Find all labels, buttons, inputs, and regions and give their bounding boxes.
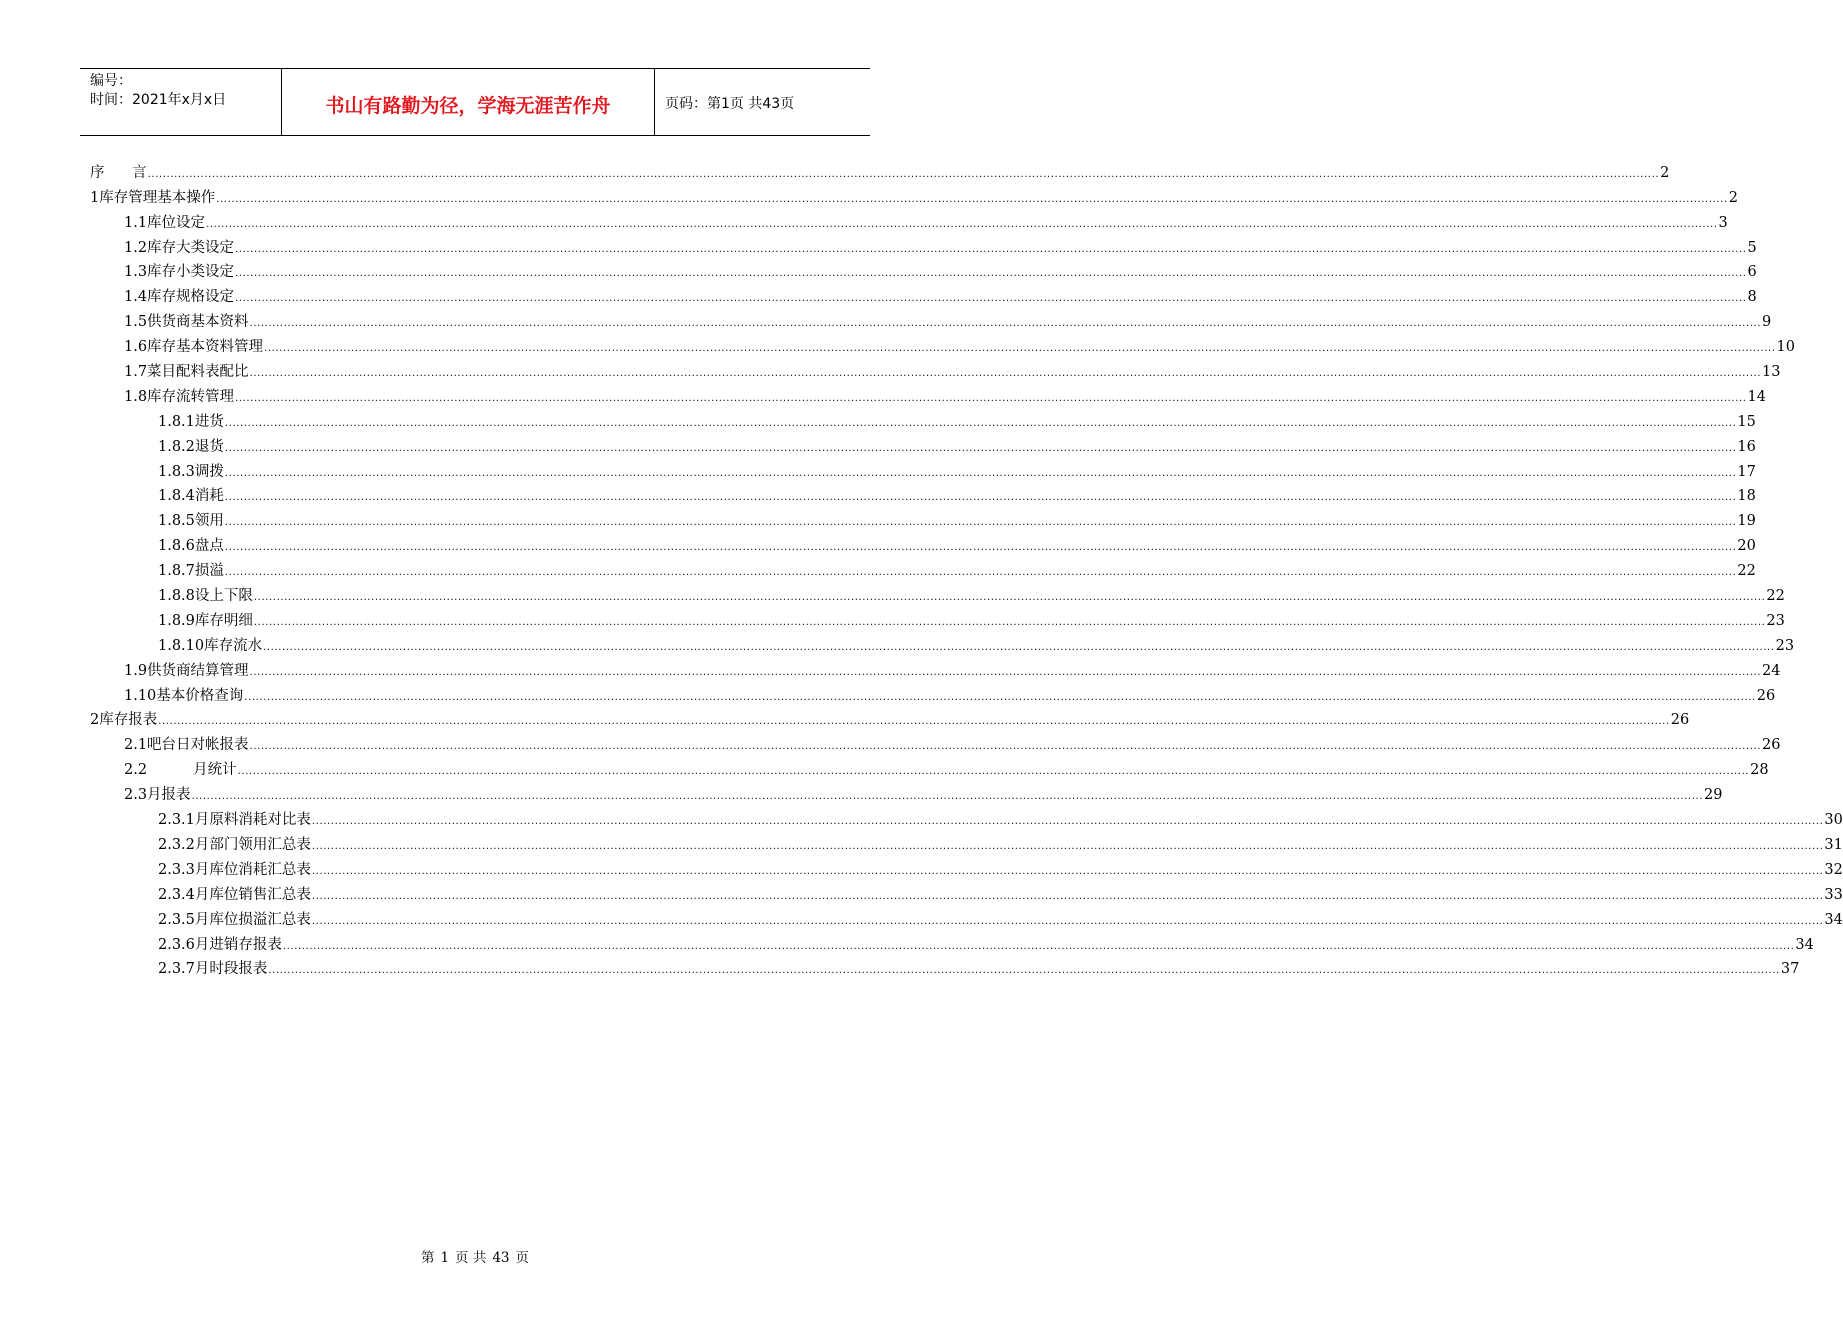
header-motto — [282, 69, 655, 135]
time-label: 时间：2021年x月x日 — [90, 92, 227, 108]
toc-entry-page: 2 — [1660, 164, 1670, 181]
toc-leader-dots: ................................................................................................................................................................................................................................................................................................................................................................................................................ — [311, 915, 1824, 927]
toc-entry-page: 14 — [1747, 388, 1766, 405]
toc-leader-dots: ................................................................................................................................................................................................................................................................................................................................................................................................................ — [268, 965, 1780, 977]
toc-entry-page: 33 — [1824, 886, 1843, 903]
header-meta — [80, 69, 282, 135]
toc-entry-label: 1.4库存规格设定 — [124, 289, 235, 306]
toc-leader-dots: ................................................................................................................................................................................................................................................................................................................................................................................................................ — [282, 940, 1795, 952]
toc-entry[interactable] — [90, 880, 1843, 905]
toc-entry[interactable] — [90, 183, 1738, 208]
toc-entry-page: 18 — [1737, 488, 1756, 505]
toc-entry[interactable] — [90, 357, 1781, 382]
toc-entry-page: 22 — [1766, 588, 1785, 605]
toc-entry-label: 1.5供货商基本资料 — [124, 314, 249, 331]
toc-entry-label: 1.8.10库存流水 — [158, 637, 263, 654]
toc-entry-label: 1库存管理基本操作 — [90, 189, 216, 206]
toc-entry-label: 1.3库存小类设定 — [124, 264, 235, 281]
footer-page-number: 1 — [440, 1250, 450, 1266]
toc-entry[interactable] — [90, 158, 1670, 183]
toc-entry-page: 19 — [1737, 513, 1756, 530]
toc-entry-page: 30 — [1824, 812, 1843, 829]
toc-entry-label: 1.8.5领用 — [158, 513, 224, 530]
toc-entry-page: 26 — [1756, 687, 1776, 704]
toc-entry-page: 5 — [1747, 239, 1757, 256]
toc-entry-page: 26 — [1762, 737, 1781, 754]
toc-entry-label: 2.3.5月库位损溢汇总表 — [158, 911, 311, 928]
toc-entry-page: 26 — [1670, 712, 1690, 729]
number-label: 编号： — [90, 73, 132, 89]
toc-entry[interactable] — [90, 681, 1776, 706]
toc-leader-dots: ................................................................................................................................................................................................................................................................................................................................................................................................................ — [264, 343, 1776, 355]
toc-entry-label: 1.7菜目配料表配比 — [124, 364, 249, 381]
toc-leader-dots: ................................................................................................................................................................................................................................................................................................................................................................................................................ — [249, 666, 1762, 678]
toc-entry[interactable] — [90, 208, 1728, 233]
toc-entry-page: 34 — [1795, 936, 1814, 953]
toc-entry-label: 1.10基本价格查询 — [124, 687, 244, 704]
toc-entry-label: 序 言 — [90, 164, 147, 181]
toc-entry-label: 1.8库存流转管理 — [124, 388, 235, 405]
toc-entry-label: 1.8.9库存明细 — [158, 612, 253, 629]
toc-entry[interactable] — [90, 307, 1772, 332]
toc-leader-dots: ................................................................................................................................................................................................................................................................................................................................................................................................................ — [224, 492, 1737, 504]
toc-entry-page: 37 — [1780, 961, 1800, 978]
toc-entry[interactable] — [90, 955, 1800, 980]
toc-entry-page: 20 — [1737, 538, 1756, 555]
toc-entry[interactable] — [90, 606, 1785, 631]
toc-entry[interactable] — [90, 581, 1785, 606]
toc-leader-dots: ................................................................................................................................................................................................................................................................................................................................................................................................................ — [224, 467, 1737, 479]
toc-leader-dots: ................................................................................................................................................................................................................................................................................................................................................................................................................ — [263, 641, 1775, 653]
toc-entry[interactable] — [90, 706, 1690, 731]
toc-leader-dots: ................................................................................................................................................................................................................................................................................................................................................................................................................ — [311, 865, 1824, 877]
toc-entry[interactable] — [90, 855, 1843, 880]
toc-entry-page: 13 — [1762, 364, 1781, 381]
toc-entry-page: 6 — [1747, 264, 1757, 281]
toc-leader-dots: ................................................................................................................................................................................................................................................................................................................................................................................................................ — [158, 716, 1670, 728]
toc-leader-dots: ................................................................................................................................................................................................................................................................................................................................................................................................................ — [191, 791, 1704, 803]
toc-entry-page: 9 — [1762, 314, 1772, 331]
toc-leader-dots: ................................................................................................................................................................................................................................................................................................................................................................................................................ — [224, 442, 1737, 454]
toc-leader-dots: ................................................................................................................................................................................................................................................................................................................................................................................................................ — [249, 368, 1762, 380]
toc-leader-dots: ................................................................................................................................................................................................................................................................................................................................................................................................................ — [235, 243, 1747, 255]
toc-entry-label: 2.3.1月原料消耗对比表 — [158, 812, 311, 829]
page-header — [80, 68, 870, 136]
toc-leader-dots: ................................................................................................................................................................................................................................................................................................................................................................................................................ — [235, 268, 1747, 280]
toc-leader-dots: ................................................................................................................................................................................................................................................................................................................................................................................................................ — [147, 168, 1660, 180]
toc-entry-page: 3 — [1718, 214, 1728, 231]
toc-leader-dots: ................................................................................................................................................................................................................................................................................................................................................................................................................ — [244, 691, 1756, 703]
toc-entry[interactable] — [90, 656, 1781, 681]
toc-entry-page: 34 — [1824, 911, 1843, 928]
toc-entry[interactable] — [90, 506, 1756, 531]
toc-leader-dots: ................................................................................................................................................................................................................................................................................................................................................................................................................ — [249, 741, 1762, 753]
toc-entry[interactable] — [90, 457, 1756, 482]
toc-entry-label: 2.3.6月进销存报表 — [158, 936, 282, 953]
toc-entry-label: 2.3月报表 — [124, 787, 191, 804]
toc-entry[interactable] — [90, 482, 1756, 507]
toc-leader-dots: ................................................................................................................................................................................................................................................................................................................................................................................................................ — [311, 890, 1824, 902]
toc-leader-dots: ................................................................................................................................................................................................................................................................................................................................................................................................................ — [235, 392, 1747, 404]
toc-entry[interactable] — [90, 282, 1757, 307]
toc-leader-dots: ................................................................................................................................................................................................................................................................................................................................................................................................................ — [224, 417, 1737, 429]
toc-entry-label: 2.2 月统计 — [124, 762, 237, 779]
toc-entry-page: 23 — [1775, 637, 1795, 654]
toc-entry-label: 1.8.6盘点 — [158, 538, 224, 555]
toc-entry-label: 2.3.4月库位销售汇总表 — [158, 886, 311, 903]
toc-entry-page: 8 — [1747, 289, 1757, 306]
toc-entry[interactable] — [90, 382, 1766, 407]
motto-text: 书山有路勤为径，学海无涯苦作舟 — [325, 94, 611, 117]
toc-entry-page: 22 — [1737, 563, 1756, 580]
toc-leader-dots: ................................................................................................................................................................................................................................................................................................................................................................................................................ — [216, 193, 1728, 205]
toc-leader-dots: ................................................................................................................................................................................................................................................................................................................................................................................................................ — [206, 218, 1718, 230]
toc-entry-page: 17 — [1737, 463, 1756, 480]
toc-leader-dots: ................................................................................................................................................................................................................................................................................................................................................................................................................ — [224, 567, 1737, 579]
toc-entry-page: 10 — [1776, 339, 1795, 356]
header-page-info — [655, 69, 870, 135]
toc-entry-label: 1.8.8设上下限 — [158, 588, 253, 605]
toc-entry-page: 16 — [1737, 438, 1756, 455]
toc-entry-label: 1.8.7损溢 — [158, 563, 224, 580]
toc-leader-dots: ................................................................................................................................................................................................................................................................................................................................................................................................................ — [253, 592, 1766, 604]
footer-total-pages: 43 — [492, 1250, 510, 1266]
footer-prefix: 第 — [420, 1250, 435, 1266]
toc-entry[interactable] — [90, 407, 1756, 432]
toc-entry-label: 1.8.1进货 — [158, 413, 224, 430]
toc-entry-label: 1.8.2退货 — [158, 438, 224, 455]
toc-entry[interactable] — [90, 233, 1757, 258]
toc-entry-page: 31 — [1824, 836, 1843, 853]
toc-entry-page: 32 — [1824, 861, 1843, 878]
toc-leader-dots: ................................................................................................................................................................................................................................................................................................................................................................................................................ — [311, 840, 1824, 852]
toc-entry[interactable] — [90, 930, 1814, 955]
toc-entry-label: 1.6库存基本资料管理 — [124, 339, 264, 356]
toc-entry-page: 2 — [1728, 189, 1738, 206]
toc-leader-dots: ................................................................................................................................................................................................................................................................................................................................................................................................................ — [311, 816, 1824, 828]
page-footer — [0, 1246, 950, 1266]
toc-leader-dots: ................................................................................................................................................................................................................................................................................................................................................................................................................ — [253, 616, 1766, 628]
toc-entry-label: 2.3.7月时段报表 — [158, 961, 268, 978]
toc-entry[interactable] — [90, 531, 1756, 556]
toc-entry[interactable] — [90, 258, 1757, 283]
toc-entry-label: 2.3.3月库位消耗汇总表 — [158, 861, 311, 878]
toc-entry-label: 1.9供货商结算管理 — [124, 662, 249, 679]
toc-leader-dots: ................................................................................................................................................................................................................................................................................................................................................................................................................ — [235, 293, 1747, 305]
toc-entry[interactable] — [90, 730, 1781, 755]
toc-entry[interactable] — [90, 556, 1756, 581]
toc-entry-page: 15 — [1737, 413, 1756, 430]
table-of-contents — [90, 158, 1843, 979]
toc-entry[interactable] — [90, 432, 1756, 457]
toc-entry[interactable] — [90, 755, 1769, 780]
toc-entry-label: 1.1库位设定 — [124, 214, 206, 231]
toc-entry[interactable] — [90, 905, 1843, 930]
page-info-text: 页码：第1页 共43页 — [665, 96, 795, 112]
toc-leader-dots: ................................................................................................................................................................................................................................................................................................................................................................................................................ — [224, 542, 1737, 554]
toc-entry-page: 24 — [1762, 662, 1781, 679]
toc-entry-label: 1.8.3调拨 — [158, 463, 224, 480]
toc-entry[interactable] — [90, 780, 1723, 805]
toc-entry-page: 29 — [1704, 787, 1723, 804]
toc-entry-page: 28 — [1750, 762, 1769, 779]
toc-entry[interactable] — [90, 631, 1795, 656]
toc-entry[interactable] — [90, 830, 1843, 855]
toc-entry-label: 2库存报表 — [90, 712, 158, 729]
toc-leader-dots: ................................................................................................................................................................................................................................................................................................................................................................................................................ — [237, 766, 1750, 778]
toc-entry-page: 23 — [1766, 612, 1785, 629]
toc-entry-label: 2.3.2月部门领用汇总表 — [158, 836, 311, 853]
toc-entry[interactable] — [90, 805, 1843, 830]
toc-entry[interactable] — [90, 332, 1795, 357]
toc-entry-label: 1.8.4消耗 — [158, 488, 224, 505]
footer-mid: 页 共 — [455, 1250, 487, 1266]
toc-entry-label: 1.2库存大类设定 — [124, 239, 235, 256]
toc-leader-dots: ................................................................................................................................................................................................................................................................................................................................................................................................................ — [224, 517, 1737, 529]
footer-suffix: 页 — [515, 1250, 530, 1266]
toc-leader-dots: ................................................................................................................................................................................................................................................................................................................................................................................................................ — [249, 318, 1762, 330]
toc-entry-label: 2.1吧台日对帐报表 — [124, 737, 249, 754]
